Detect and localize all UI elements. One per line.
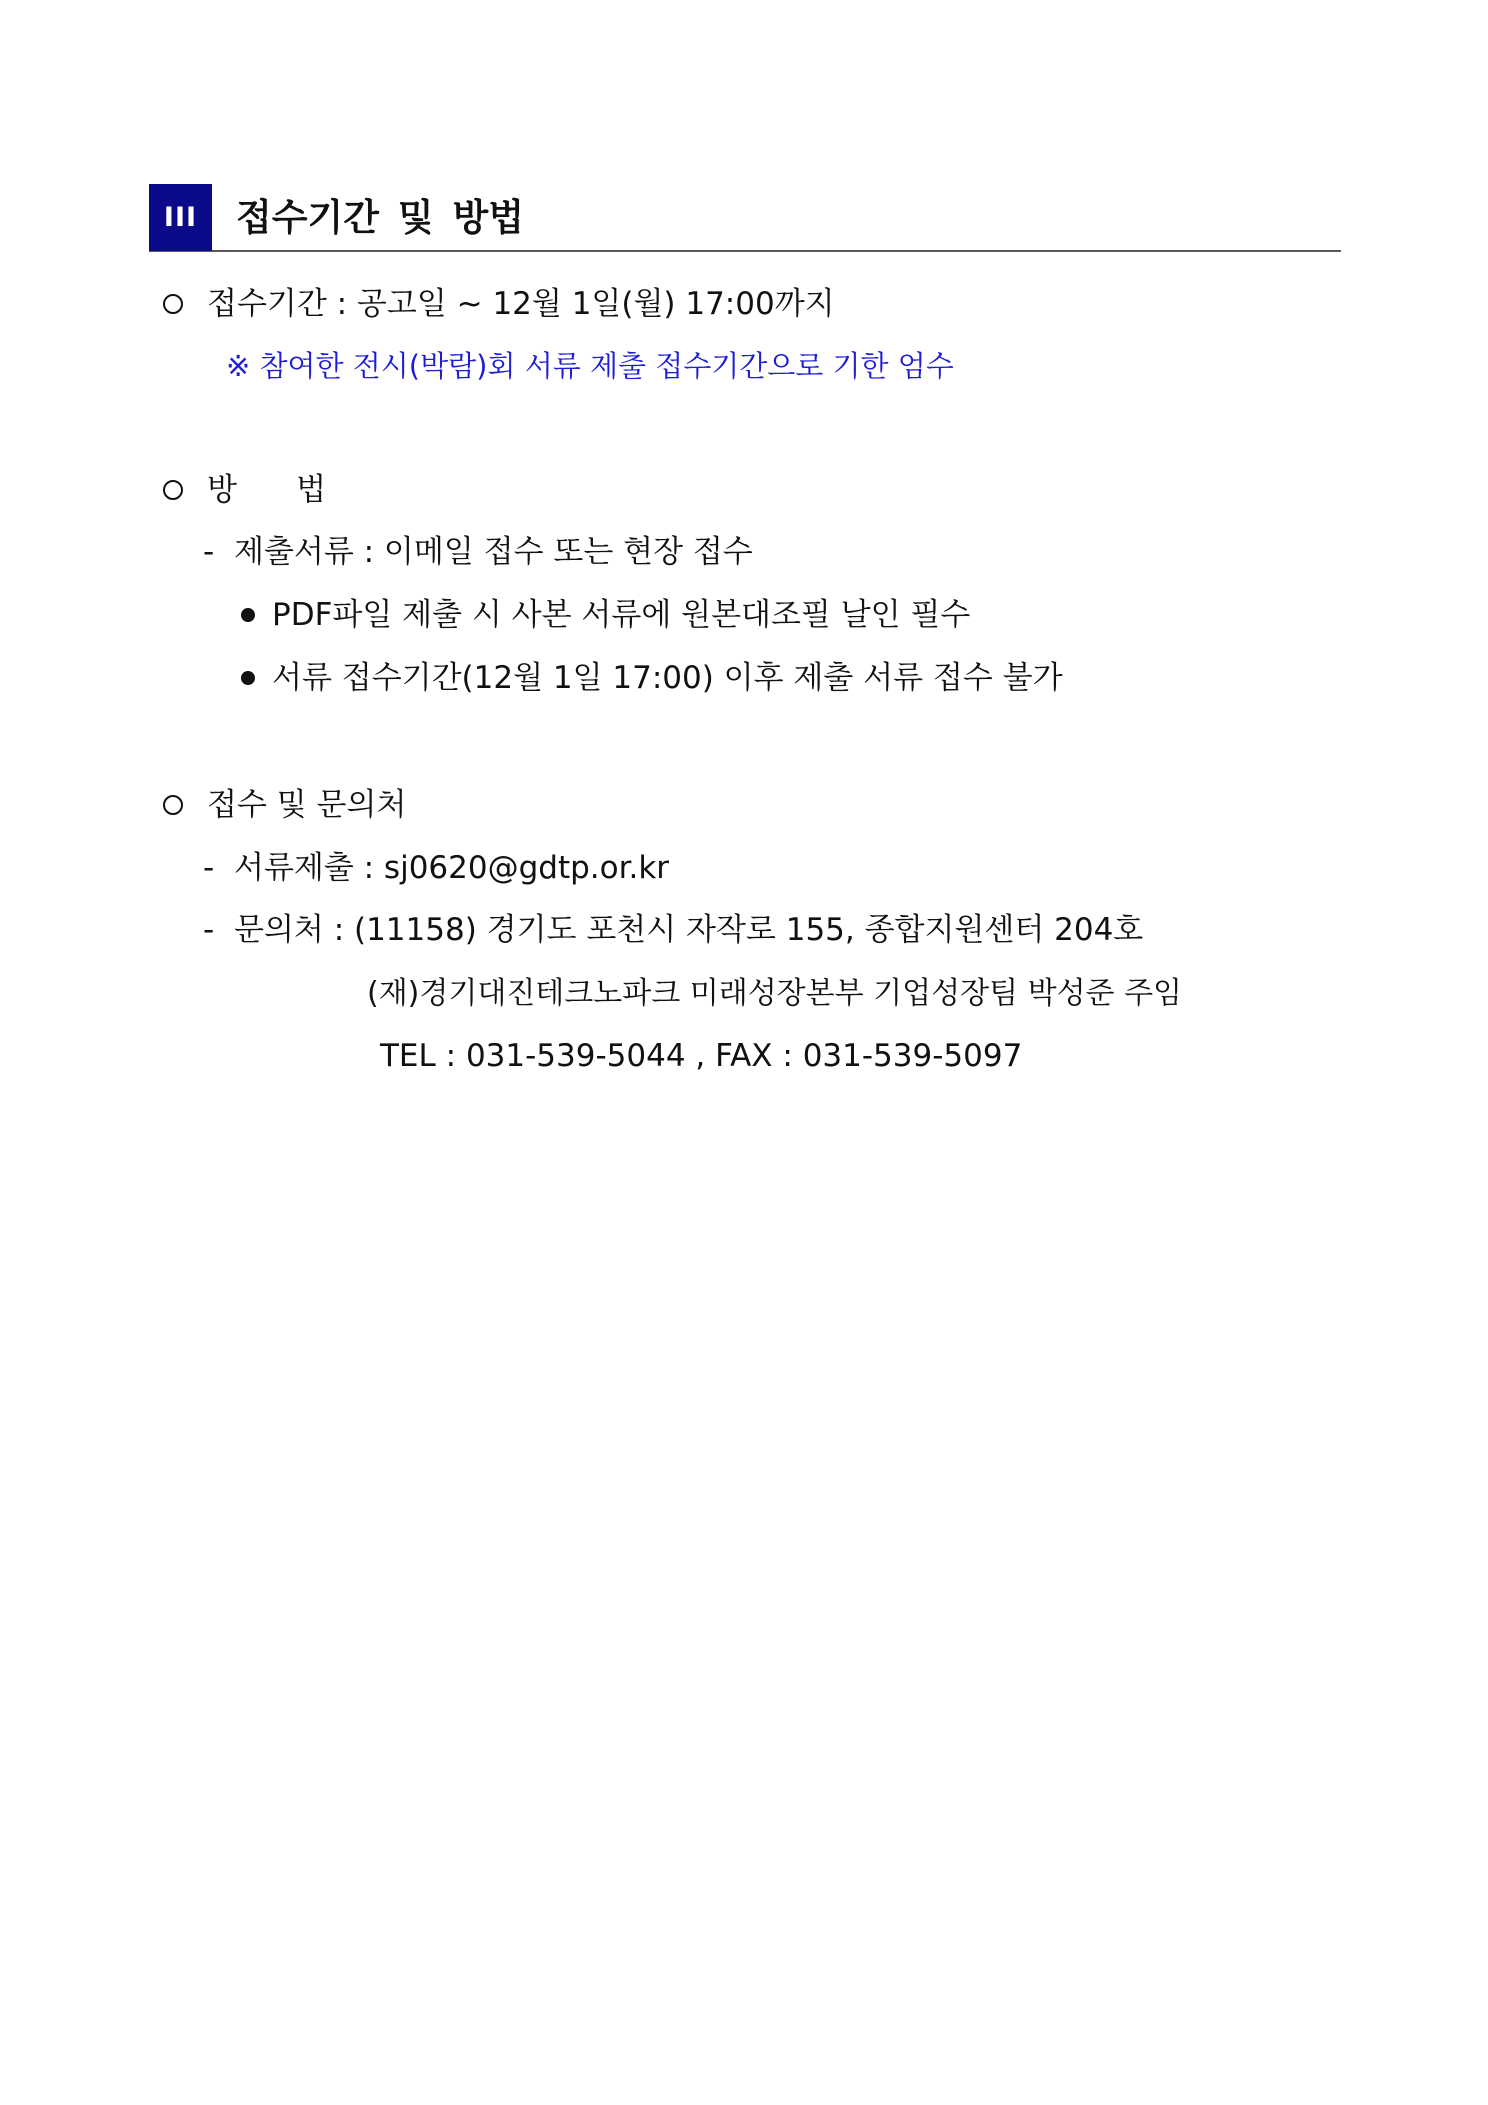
contact-inquiry: 문의처 : (11158) 경기도 포천시 자작로 155, 종합지원센터 204호	[234, 912, 1144, 948]
method-bullet-1: PDF파일 제출 시 사본 서류에 원본대조필 날인 필수	[272, 597, 971, 633]
dash-marker: -	[203, 850, 215, 886]
circle-bullet-icon	[163, 795, 183, 815]
dash-marker: -	[203, 534, 215, 570]
dot-bullet-icon	[241, 671, 255, 685]
circle-bullet-icon	[163, 294, 183, 314]
period-note: ※ 참여한 전시(박람)회 서류 제출 접수기간으로 기한 엄수	[226, 349, 954, 383]
method-heading: 방 법	[207, 472, 327, 508]
contact-phone: TEL : 031-539-5044 , FAX : 031-539-5097	[380, 1038, 1023, 1074]
contact-heading: 접수 및 문의처	[207, 787, 407, 823]
period-text: 접수기간 : 공고일 ~ 12월 1일(월) 17:00까지	[207, 286, 835, 322]
dash-marker: -	[203, 912, 215, 948]
dot-bullet-icon	[241, 608, 255, 622]
section-title: 접수기간 및 방법	[236, 196, 524, 239]
section-number-badge: III	[149, 184, 212, 251]
section-header	[149, 184, 1341, 252]
method-bullet-2: 서류 접수기간(12월 1일 17:00) 이후 제출 서류 접수 불가	[272, 660, 1063, 696]
method-docs: 제출서류 : 이메일 접수 또는 현장 접수	[234, 534, 753, 570]
contact-org: (재)경기대진테크노파크 미래성장본부 기업성장팀 박성준 주임	[367, 976, 1183, 1011]
contact-submit: 서류제출 : sj0620@gdtp.or.kr	[234, 850, 670, 886]
circle-bullet-icon	[163, 480, 183, 500]
